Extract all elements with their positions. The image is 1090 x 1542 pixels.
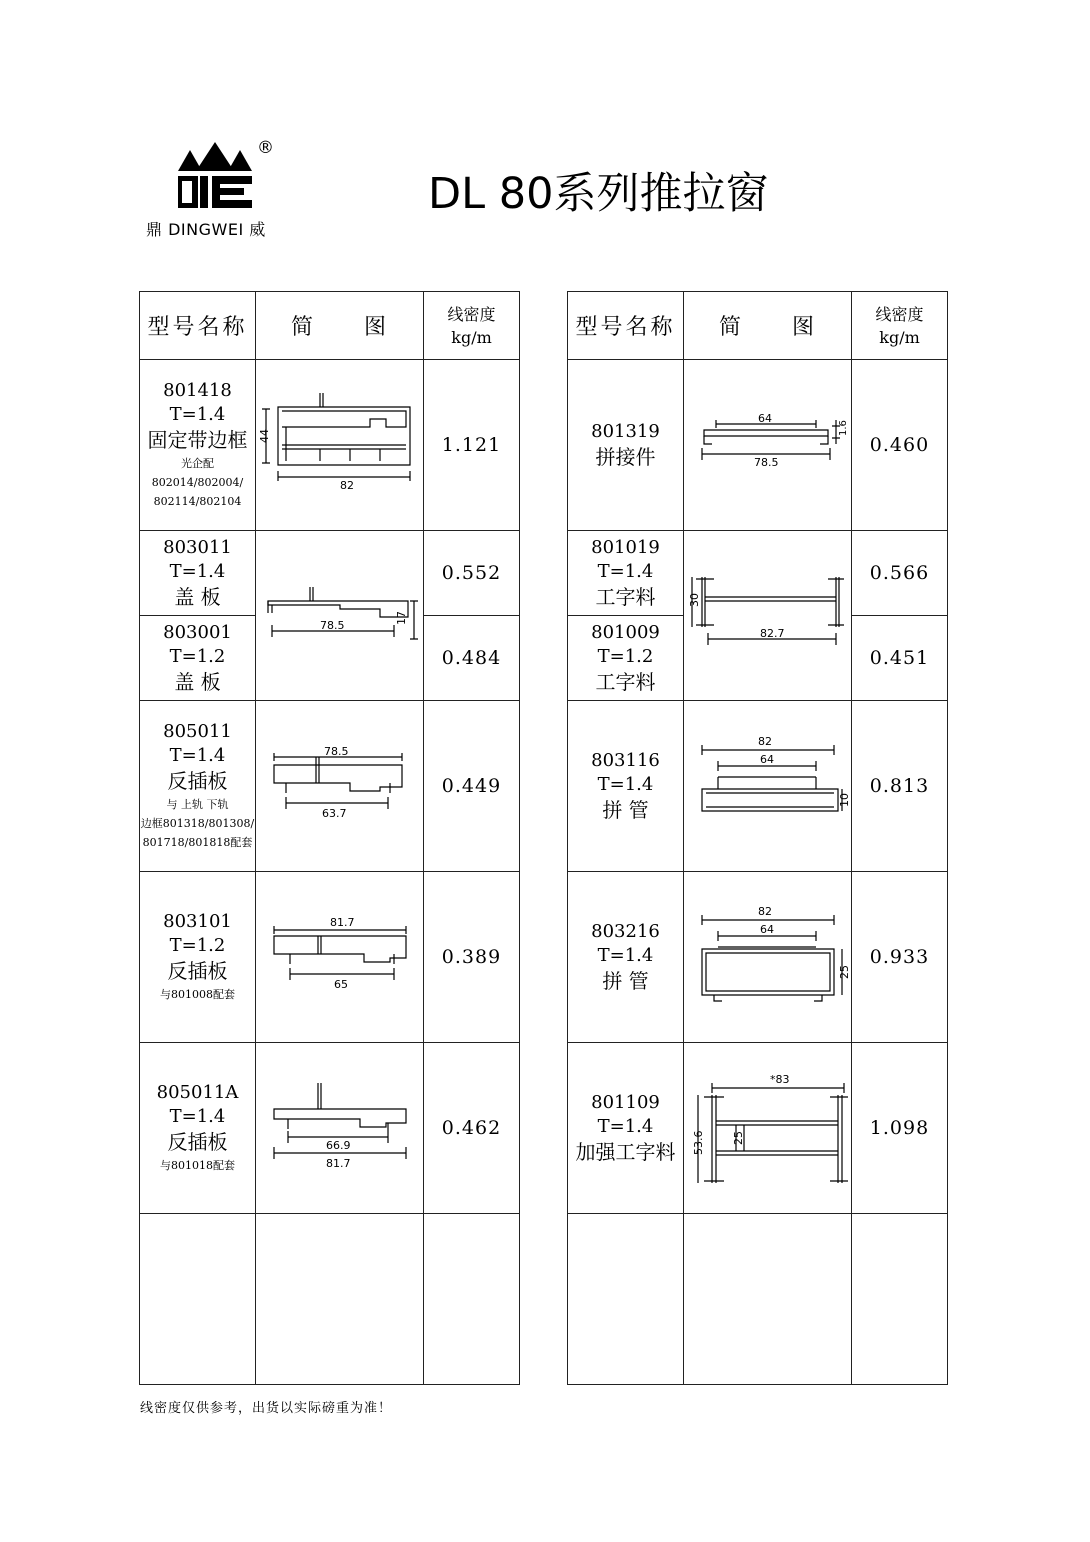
density-value: 0.484 <box>424 616 520 701</box>
profile-name: 拼 管 <box>602 797 649 822</box>
profile-name: 加强工字料 <box>575 1139 676 1164</box>
dim-height: 44 <box>257 429 271 443</box>
profile-note: 802114/802104 <box>153 495 242 508</box>
profile-drawing <box>256 531 424 701</box>
profile-803101-drawing <box>260 902 420 1012</box>
table-row <box>568 360 948 531</box>
profile-note: 801718/801818配套 <box>142 836 253 849</box>
density-value: 0.933 <box>852 872 948 1043</box>
profile-note: 802014/802004/ <box>151 476 244 489</box>
empty-row <box>568 1214 948 1385</box>
profile-code: 801319 <box>591 420 660 442</box>
dim-inner: 64 <box>757 412 772 425</box>
profile-code: 801418 <box>163 380 232 401</box>
profile-info <box>568 531 684 616</box>
dim-outer: 82 <box>757 905 772 918</box>
density-value: 0.813 <box>852 701 948 872</box>
profile-note: 边框801318/801308/ <box>140 817 255 830</box>
profile-thickness: T=1.4 <box>597 944 654 966</box>
page-title: DL 80系列推拉窗 <box>428 169 769 219</box>
profile-info <box>568 701 684 872</box>
density-value: 0.460 <box>852 360 948 531</box>
profile-name: 拼 管 <box>602 968 649 993</box>
profile-note: 与801018配套 <box>160 1159 235 1172</box>
profile-thickness: T=1.4 <box>169 745 226 766</box>
table-header-row <box>568 292 948 360</box>
profile-code: 803001 <box>163 621 232 643</box>
profile-803011-drawing <box>260 561 420 671</box>
table-row <box>140 531 520 616</box>
density-value: 0.449 <box>424 701 520 872</box>
profile-drawing <box>256 701 424 872</box>
table-row <box>568 531 948 616</box>
table-header-row <box>140 292 520 360</box>
dim-height: 10 <box>837 793 851 807</box>
dim-outer: 78.5 <box>753 456 778 469</box>
dim-thick: 1.6 <box>837 420 849 436</box>
header-name: 型号名称 <box>140 292 256 360</box>
profile-805011-drawing <box>260 731 420 841</box>
profile-drawing <box>684 360 852 531</box>
header-picture: 简 图 <box>256 292 424 360</box>
dim-inner: 65 <box>333 978 348 991</box>
profile-code: 801109 <box>591 1091 660 1113</box>
profile-name: 盖 板 <box>174 584 221 609</box>
profile-name: 拼接件 <box>595 444 656 469</box>
profile-drawing <box>684 1043 852 1214</box>
density-value: 1.098 <box>852 1043 948 1214</box>
profile-803216-drawing <box>688 897 851 1017</box>
footer-note: 线密度仅供参考，出货以实际磅重为准！ <box>140 1401 393 1416</box>
dim-inner: 66.9 <box>325 1139 350 1152</box>
profile-801019-drawing <box>688 561 848 671</box>
dim-height: 25 <box>837 965 851 979</box>
profile-info <box>140 360 256 531</box>
profile-drawing <box>684 531 852 701</box>
profile-info <box>140 701 256 872</box>
profile-drawing <box>684 701 852 872</box>
header-name: 型号名称 <box>568 292 684 360</box>
profile-note: 与801008配套 <box>160 988 235 1001</box>
profile-thickness: T=1.4 <box>169 1106 226 1127</box>
dim-inner: 63.7 <box>321 807 346 820</box>
left-spec-table <box>139 291 520 1385</box>
profile-801109-drawing <box>688 1063 848 1193</box>
profile-name: 固定带边框 <box>147 428 248 452</box>
dim-inner: 64 <box>759 753 774 766</box>
density-value: 0.389 <box>424 872 520 1043</box>
profile-thickness: T=1.4 <box>169 560 226 582</box>
profile-drawing <box>256 872 424 1043</box>
density-value: 1.121 <box>424 360 520 531</box>
profile-thickness: T=1.4 <box>169 404 226 425</box>
dim-inner: 25 <box>731 1131 745 1145</box>
profile-code: 803216 <box>591 920 660 942</box>
profile-code: 805011 <box>163 721 232 742</box>
profile-801319-drawing <box>688 390 848 500</box>
profile-805011A-drawing <box>260 1073 420 1183</box>
profile-info <box>568 616 684 701</box>
density-value: 0.451 <box>852 616 948 701</box>
density-value: 0.566 <box>852 531 948 616</box>
profile-code: 801009 <box>591 621 660 643</box>
table-row <box>568 1043 948 1214</box>
table-row <box>568 701 948 872</box>
profile-name: 盖 板 <box>174 669 221 694</box>
profile-thickness: T=1.4 <box>597 1115 654 1137</box>
profile-info <box>568 872 684 1043</box>
table-row <box>140 1043 520 1214</box>
dim-outer: 81.7 <box>325 1157 350 1170</box>
dim-height: 17 <box>394 610 408 625</box>
profile-name: 工字料 <box>595 669 656 694</box>
profile-code: 803116 <box>591 749 660 771</box>
profile-info <box>140 531 256 616</box>
table-row <box>568 872 948 1043</box>
table-row <box>140 872 520 1043</box>
dim-width: 78.5 <box>319 618 344 632</box>
profile-thickness: T=1.4 <box>597 560 654 582</box>
profile-803116-drawing <box>688 731 851 841</box>
dim-outer: 81.7 <box>329 916 354 929</box>
profile-code: 803101 <box>163 911 232 932</box>
dim-outer: 82 <box>757 735 772 748</box>
density-value: 0.462 <box>424 1043 520 1214</box>
dim-width: 82 <box>339 479 354 492</box>
profile-thickness: T=1.2 <box>597 645 654 667</box>
profile-drawing <box>256 360 424 531</box>
right-spec-table <box>567 291 948 1385</box>
profile-code: 801019 <box>591 536 660 558</box>
profile-name: 反插板 <box>167 769 228 793</box>
profile-info <box>140 1043 256 1214</box>
profile-drawing <box>256 1043 424 1214</box>
profile-801418-drawing <box>257 385 420 505</box>
profile-thickness: T=1.2 <box>169 935 226 956</box>
profile-drawing <box>684 872 852 1043</box>
dim-width: *83 <box>769 1073 789 1086</box>
profile-thickness: T=1.2 <box>169 645 226 667</box>
brand-name: 鼎 DINGWEI 威 <box>146 220 266 239</box>
header-density: 线密度 kg/m <box>424 292 520 360</box>
profile-note: 与 上轨 下轨 <box>166 798 229 811</box>
profile-code: 803011 <box>163 536 232 558</box>
empty-row <box>140 1214 520 1385</box>
profile-note: 光企配 <box>181 457 214 470</box>
dim-height: 53.6 <box>691 1130 705 1155</box>
dim-outer: 78.5 <box>323 745 348 758</box>
table-row <box>140 360 520 531</box>
profile-code: 805011A <box>156 1082 239 1103</box>
table-row <box>140 701 520 872</box>
dim-height: 30 <box>687 592 701 607</box>
company-logo <box>140 138 290 238</box>
dingwei-logo-icon <box>170 138 260 210</box>
dim-inner: 64 <box>759 923 774 936</box>
profile-name: 工字料 <box>595 584 656 609</box>
profile-info <box>568 1043 684 1214</box>
registered-mark: ® <box>257 138 274 158</box>
profile-info <box>140 872 256 1043</box>
density-value: 0.552 <box>424 531 520 616</box>
profile-thickness: T=1.4 <box>597 773 654 795</box>
dim-width: 82.7 <box>759 626 784 640</box>
profile-name: 反插板 <box>167 1130 228 1154</box>
profile-name: 反插板 <box>167 959 228 983</box>
profile-info <box>140 616 256 701</box>
header-density: 线密度 kg/m <box>852 292 948 360</box>
header-picture: 简 图 <box>684 292 852 360</box>
profile-info <box>568 360 684 531</box>
